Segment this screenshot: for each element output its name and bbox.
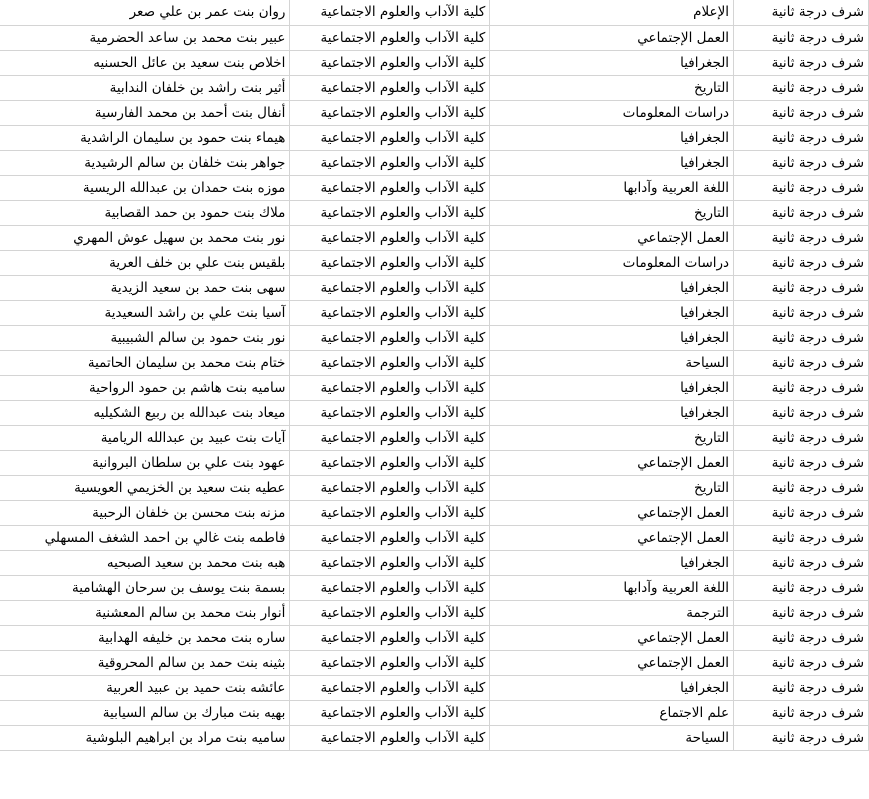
cell-grade[interactable]: شرف درجة ثانية	[734, 600, 869, 625]
cell-college[interactable]: كلية الآداب والعلوم الاجتماعية	[290, 250, 490, 275]
cell-student-name[interactable]: عائشه بنت حميد بن عبيد العربية	[0, 675, 290, 700]
table-row	[0, 525, 869, 550]
cell-college[interactable]: كلية الآداب والعلوم الاجتماعية	[290, 300, 490, 325]
table-row	[0, 425, 869, 450]
cell-major[interactable]: التاريخ	[490, 425, 734, 450]
cell-student-name[interactable]: ميعاد بنت عبدالله بن ربيع الشكيليه	[0, 400, 290, 425]
table-row	[0, 200, 869, 225]
cell-major[interactable]: العمل الإجتماعي	[490, 225, 734, 250]
cell-college[interactable]: كلية الآداب والعلوم الاجتماعية	[290, 350, 490, 375]
cell-grade[interactable]: شرف درجة ثانية	[734, 450, 869, 475]
table-row	[0, 475, 869, 500]
cell-grade[interactable]: شرف درجة ثانية	[734, 675, 869, 700]
cell-student-name[interactable]: أنوار بنت محمد بن سالم المعشنية	[0, 600, 290, 625]
cell-college[interactable]: كلية الآداب والعلوم الاجتماعية	[290, 725, 490, 750]
table-row	[0, 725, 869, 750]
cell-major[interactable]: اللغة العربية وآدابها	[490, 175, 734, 200]
table-row	[0, 450, 869, 475]
cell-student-name[interactable]: جواهر بنت خلفان بن سالم الرشيدية	[0, 150, 290, 175]
cell-grade[interactable]: شرف درجة ثانية	[734, 250, 869, 275]
cell-grade[interactable]: شرف درجة ثانية	[734, 125, 869, 150]
cell-student-name[interactable]: ساره بنت محمد بن خليفه الهدابية	[0, 625, 290, 650]
cell-major[interactable]: الجغرافيا	[490, 150, 734, 175]
cell-grade[interactable]: شرف درجة ثانية	[734, 550, 869, 575]
cell-student-name[interactable]: اخلاص بنت سعيد بن عائل الحسنيه	[0, 50, 290, 75]
table-row	[0, 675, 869, 700]
table-row	[0, 700, 869, 725]
cell-grade[interactable]: شرف درجة ثانية	[734, 475, 869, 500]
table-row	[0, 650, 869, 675]
cell-college[interactable]: كلية الآداب والعلوم الاجتماعية	[290, 700, 490, 725]
table-row	[0, 225, 869, 250]
cell-student-name[interactable]: فاطمه بنت غالي بن احمد الشغف المسهلي	[0, 525, 290, 550]
cell-college[interactable]: كلية الآداب والعلوم الاجتماعية	[290, 525, 490, 550]
table-row	[0, 375, 869, 400]
cell-student-name[interactable]: هبه بنت محمد بن سعيد الصبحيه	[0, 550, 290, 575]
cell-college[interactable]: كلية الآداب والعلوم الاجتماعية	[290, 175, 490, 200]
cell-grade[interactable]: شرف درجة ثانية	[734, 300, 869, 325]
table-row	[0, 600, 869, 625]
table-row	[0, 50, 869, 75]
table-row	[0, 25, 869, 50]
cell-grade[interactable]: شرف درجة ثانية	[734, 50, 869, 75]
cell-student-name[interactable]: مزنه بنت محسن بن خلفان الرحبية	[0, 500, 290, 525]
cell-grade[interactable]: شرف درجة ثانية	[734, 100, 869, 125]
cell-student-name[interactable]: سهى بنت حمد بن سعيد الزيدية	[0, 275, 290, 300]
cell-grade[interactable]: شرف درجة ثانية	[734, 625, 869, 650]
table-row	[0, 275, 869, 300]
cell-grade[interactable]: شرف درجة ثانية	[734, 25, 869, 50]
cell-grade[interactable]: شرف درجة ثانية	[734, 575, 869, 600]
cell-major[interactable]: الجغرافيا	[490, 50, 734, 75]
table-row	[0, 400, 869, 425]
cell-major[interactable]: التاريخ	[490, 75, 734, 100]
cell-college[interactable]: كلية الآداب والعلوم الاجتماعية	[290, 225, 490, 250]
cell-major[interactable]: الجغرافيا	[490, 375, 734, 400]
cell-grade[interactable]: شرف درجة ثانية	[734, 700, 869, 725]
cell-major[interactable]: السياحة	[490, 350, 734, 375]
cell-grade[interactable]: شرف درجة ثانية	[734, 75, 869, 100]
cell-major[interactable]: التاريخ	[490, 475, 734, 500]
cell-major[interactable]: الجغرافيا	[490, 125, 734, 150]
cell-college[interactable]: كلية الآداب والعلوم الاجتماعية	[290, 50, 490, 75]
cell-college[interactable]: كلية الآداب والعلوم الاجتماعية	[290, 150, 490, 175]
cell-college[interactable]: كلية الآداب والعلوم الاجتماعية	[290, 500, 490, 525]
cell-college[interactable]: كلية الآداب والعلوم الاجتماعية	[290, 450, 490, 475]
cell-major[interactable]: العمل الإجتماعي	[490, 450, 734, 475]
cell-grade[interactable]: شرف درجة ثانية	[734, 350, 869, 375]
cell-major[interactable]: الإعلام	[490, 0, 734, 25]
table-row	[0, 575, 869, 600]
cell-major[interactable]: السياحة	[490, 725, 734, 750]
table-row	[0, 150, 869, 175]
table-row	[0, 175, 869, 200]
cell-college[interactable]: كلية الآداب والعلوم الاجتماعية	[290, 25, 490, 50]
cell-major[interactable]: الجغرافيا	[490, 275, 734, 300]
cell-major[interactable]: الترجمة	[490, 600, 734, 625]
cell-student-name[interactable]: موزه بنت حمدان بن عبدالله الريسية	[0, 175, 290, 200]
cell-major[interactable]: الجغرافيا	[490, 400, 734, 425]
table-row	[0, 300, 869, 325]
cell-grade[interactable]: شرف درجة ثانية	[734, 175, 869, 200]
cell-grade[interactable]: شرف درجة ثانية	[734, 650, 869, 675]
cell-major[interactable]: التاريخ	[490, 200, 734, 225]
cell-grade[interactable]: شرف درجة ثانية	[734, 375, 869, 400]
cell-college[interactable]: كلية الآداب والعلوم الاجتماعية	[290, 75, 490, 100]
table-row	[0, 0, 869, 25]
cell-grade[interactable]: شرف درجة ثانية	[734, 500, 869, 525]
cell-grade[interactable]: شرف درجة ثانية	[734, 400, 869, 425]
table-row	[0, 125, 869, 150]
cell-student-name[interactable]: عطيه بنت سعيد بن الخزيمي العويسية	[0, 475, 290, 500]
cell-grade[interactable]: شرف درجة ثانية	[734, 425, 869, 450]
table-row	[0, 550, 869, 575]
cell-grade[interactable]: شرف درجة ثانية	[734, 275, 869, 300]
cell-student-name[interactable]: بثينه بنت حمد بن سالم المحروقية	[0, 650, 290, 675]
cell-college[interactable]: كلية الآداب والعلوم الاجتماعية	[290, 325, 490, 350]
cell-student-name[interactable]: ساميه بنت هاشم بن حمود الرواحية	[0, 375, 290, 400]
cell-college[interactable]: كلية الآداب والعلوم الاجتماعية	[290, 425, 490, 450]
cell-college[interactable]: كلية الآداب والعلوم الاجتماعية	[290, 575, 490, 600]
cell-student-name[interactable]: آسيا بنت علي بن راشد السعيدية	[0, 300, 290, 325]
cell-grade[interactable]: شرف درجة ثانية	[734, 150, 869, 175]
cell-student-name[interactable]: أنفال بنت أحمد بن محمد الفارسية	[0, 100, 290, 125]
table-row	[0, 350, 869, 375]
cell-college[interactable]: كلية الآداب والعلوم الاجتماعية	[290, 400, 490, 425]
cell-student-name[interactable]: نور بنت محمد بن سهيل عوش المهري	[0, 225, 290, 250]
cell-major[interactable]: دراسات المعلومات	[490, 250, 734, 275]
cell-student-name[interactable]: روان بنت عمر بن علي صعر	[0, 0, 290, 25]
cell-student-name[interactable]: ملاك بنت حمود بن حمد القصابية	[0, 200, 290, 225]
cell-college[interactable]: كلية الآداب والعلوم الاجتماعية	[290, 200, 490, 225]
cell-student-name[interactable]: نور بنت حمود بن سالم الشبيبية	[0, 325, 290, 350]
cell-student-name[interactable]: بسمة بنت يوسف بن سرحان الهشامية	[0, 575, 290, 600]
table-row	[0, 500, 869, 525]
cell-student-name[interactable]: آيات بنت عبيد بن عبدالله الريامية	[0, 425, 290, 450]
cell-major[interactable]: العمل الإجتماعي	[490, 525, 734, 550]
cell-student-name[interactable]: ختام بنت محمد بن سليمان الحاتمية	[0, 350, 290, 375]
cell-college[interactable]: كلية الآداب والعلوم الاجتماعية	[290, 375, 490, 400]
table-row	[0, 325, 869, 350]
cell-college[interactable]: كلية الآداب والعلوم الاجتماعية	[290, 475, 490, 500]
cell-college[interactable]: كلية الآداب والعلوم الاجتماعية	[290, 625, 490, 650]
cell-student-name[interactable]: أثير بنت راشد بن خلفان الندابية	[0, 75, 290, 100]
cell-major[interactable]: اللغة العربية وآدابها	[490, 575, 734, 600]
cell-student-name[interactable]: عهود بنت علي بن سلطان البروانية	[0, 450, 290, 475]
cell-college[interactable]: كلية الآداب والعلوم الاجتماعية	[290, 275, 490, 300]
cell-college[interactable]: كلية الآداب والعلوم الاجتماعية	[290, 675, 490, 700]
cell-major[interactable]: الجغرافيا	[490, 675, 734, 700]
cell-grade[interactable]: شرف درجة ثانية	[734, 325, 869, 350]
cell-major[interactable]: علم الاجتماع	[490, 700, 734, 725]
cell-major[interactable]: العمل الإجتماعي	[490, 25, 734, 50]
table-row	[0, 250, 869, 275]
cell-college[interactable]: كلية الآداب والعلوم الاجتماعية	[290, 550, 490, 575]
cell-grade[interactable]: شرف درجة ثانية	[734, 0, 869, 25]
cell-college[interactable]: كلية الآداب والعلوم الاجتماعية	[290, 100, 490, 125]
cell-college[interactable]: كلية الآداب والعلوم الاجتماعية	[290, 0, 490, 25]
cell-major[interactable]: دراسات المعلومات	[490, 100, 734, 125]
cell-student-name[interactable]: بلقيس بنت علي بن خلف العرية	[0, 250, 290, 275]
cell-major[interactable]: الجغرافيا	[490, 550, 734, 575]
cell-major[interactable]: العمل الإجتماعي	[490, 500, 734, 525]
cell-grade[interactable]: شرف درجة ثانية	[734, 525, 869, 550]
cell-student-name[interactable]: عبير بنت محمد بن ساعد الحضرمية	[0, 25, 290, 50]
cell-grade[interactable]: شرف درجة ثانية	[734, 725, 869, 750]
cell-major[interactable]: الجغرافيا	[490, 325, 734, 350]
cell-student-name[interactable]: ساميه بنت مراد بن ابراهيم البلوشية	[0, 725, 290, 750]
cell-grade[interactable]: شرف درجة ثانية	[734, 225, 869, 250]
cell-student-name[interactable]: بهيه بنت مبارك بن سالم السيابية	[0, 700, 290, 725]
table-row	[0, 625, 869, 650]
table-row	[0, 75, 869, 100]
cell-college[interactable]: كلية الآداب والعلوم الاجتماعية	[290, 125, 490, 150]
cell-college[interactable]: كلية الآداب والعلوم الاجتماعية	[290, 600, 490, 625]
cell-college[interactable]: كلية الآداب والعلوم الاجتماعية	[290, 650, 490, 675]
cell-major[interactable]: الجغرافيا	[490, 300, 734, 325]
cell-major[interactable]: العمل الإجتماعي	[490, 650, 734, 675]
cell-major[interactable]: العمل الإجتماعي	[490, 625, 734, 650]
cell-grade[interactable]: شرف درجة ثانية	[734, 200, 869, 225]
cell-student-name[interactable]: هيماء بنت حمود بن سليمان الراشدية	[0, 125, 290, 150]
table-row	[0, 100, 869, 125]
